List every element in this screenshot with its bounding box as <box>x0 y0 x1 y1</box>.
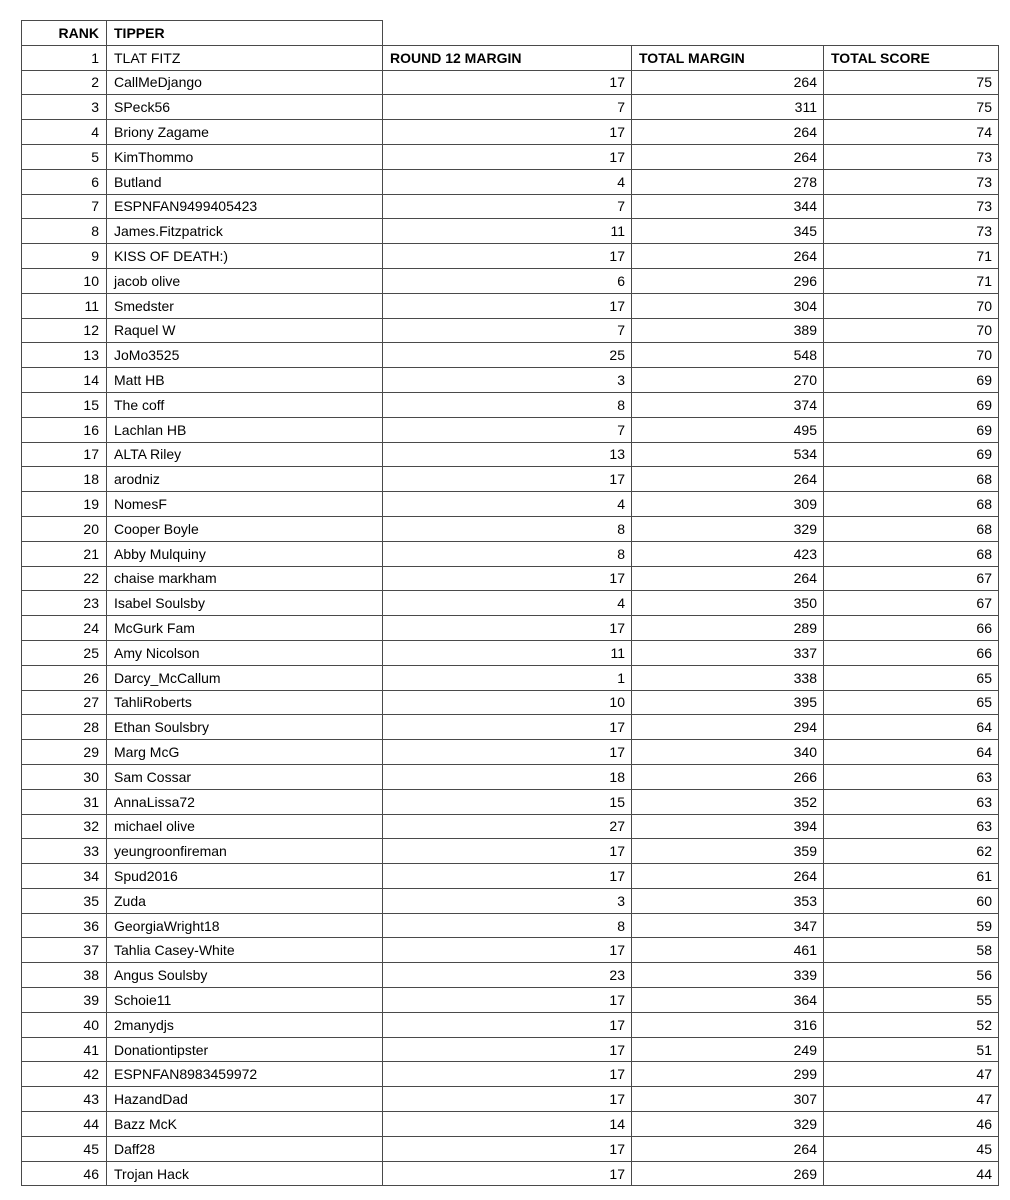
table-row <box>22 293 999 318</box>
total-margin-cell: 344 <box>632 194 824 219</box>
rank-cell: 6 <box>22 169 107 194</box>
round-margin-cell: 3 <box>383 368 632 393</box>
table-row <box>22 244 999 269</box>
tipper-cell: James.Fitzpatrick <box>107 219 383 244</box>
rank-cell: 45 <box>22 1136 107 1161</box>
total-margin-cell: 294 <box>632 715 824 740</box>
total-margin-cell: 270 <box>632 368 824 393</box>
total-margin-cell: 304 <box>632 293 824 318</box>
total-score-cell: 45 <box>824 1136 999 1161</box>
total-score-cell: 67 <box>824 566 999 591</box>
table-row <box>22 640 999 665</box>
round-margin-cell: 8 <box>383 541 632 566</box>
tipper-cell: Marg McG <box>107 740 383 765</box>
total-score-cell: 68 <box>824 467 999 492</box>
tipper-cell: 2manydjs <box>107 1012 383 1037</box>
rank-cell: 14 <box>22 368 107 393</box>
total-score-cell: 67 <box>824 591 999 616</box>
table-row <box>22 169 999 194</box>
total-score-cell: 75 <box>824 70 999 95</box>
total-score-cell: 61 <box>824 864 999 889</box>
total-margin-cell: 329 <box>632 1112 824 1137</box>
rank-cell: 42 <box>22 1062 107 1087</box>
round-margin-cell: 25 <box>383 343 632 368</box>
table-row <box>22 1062 999 1087</box>
total-score-cell: 71 <box>824 244 999 269</box>
tipper-cell: arodniz <box>107 467 383 492</box>
rank-cell: 33 <box>22 839 107 864</box>
tipper-cell: Amy Nicolson <box>107 640 383 665</box>
table-row <box>22 516 999 541</box>
table-row <box>22 492 999 517</box>
total-margin-cell: 329 <box>632 516 824 541</box>
total-score-cell: 68 <box>824 541 999 566</box>
round-margin-cell: 17 <box>383 938 632 963</box>
tipper-cell: Zuda <box>107 888 383 913</box>
rank-cell: 29 <box>22 740 107 765</box>
rank-cell: 40 <box>22 1012 107 1037</box>
rank-cell: 32 <box>22 814 107 839</box>
table-row <box>22 1037 999 1062</box>
total-margin-cell: 264 <box>632 144 824 169</box>
tipper-cell: Ethan Soulsbry <box>107 715 383 740</box>
round-margin-cell: 17 <box>383 1087 632 1112</box>
total-margin-cell: 264 <box>632 1136 824 1161</box>
total-score-cell: 69 <box>824 392 999 417</box>
total-score-cell: 63 <box>824 789 999 814</box>
round-margin-cell: 7 <box>383 95 632 120</box>
round-margin-cell: 17 <box>383 1012 632 1037</box>
tipper-cell: Trojan Hack <box>107 1161 383 1186</box>
total-score-cell: 68 <box>824 516 999 541</box>
total-margin-cell: 296 <box>632 268 824 293</box>
round-margin-cell: 17 <box>383 988 632 1013</box>
round-margin-cell: 18 <box>383 764 632 789</box>
table-row <box>22 616 999 641</box>
rank-cell: 1 <box>22 45 107 70</box>
rank-cell: 28 <box>22 715 107 740</box>
rank-cell: 4 <box>22 120 107 145</box>
tipper-cell: Butland <box>107 169 383 194</box>
rank-cell: 30 <box>22 764 107 789</box>
round-margin-cell: 17 <box>383 293 632 318</box>
total-score-cell: 55 <box>824 988 999 1013</box>
tipper-cell: TahliRoberts <box>107 690 383 715</box>
total-margin-cell: 345 <box>632 219 824 244</box>
tipper-cell: Briony Zagame <box>107 120 383 145</box>
round-margin-cell: 7 <box>383 417 632 442</box>
rank-cell: 17 <box>22 442 107 467</box>
table-row <box>22 417 999 442</box>
rank-cell: 26 <box>22 665 107 690</box>
total-score-cell: 64 <box>824 740 999 765</box>
round-margin-cell: 3 <box>383 888 632 913</box>
total-score-cell: 63 <box>824 764 999 789</box>
table-row <box>22 144 999 169</box>
rank-cell: 15 <box>22 392 107 417</box>
round-margin-cell: 17 <box>383 120 632 145</box>
tipper-cell: Tahlia Casey-White <box>107 938 383 963</box>
round-margin-cell: 8 <box>383 913 632 938</box>
rank-header: RANK <box>22 21 107 46</box>
total-margin-cell: 278 <box>632 169 824 194</box>
total-score-cell: 52 <box>824 1012 999 1037</box>
tipper-cell: ESPNFAN9499405423 <box>107 194 383 219</box>
total-score-cell: 66 <box>824 616 999 641</box>
tipper-cell: The coff <box>107 392 383 417</box>
total-margin-cell: 299 <box>632 1062 824 1087</box>
tipper-cell: jacob olive <box>107 268 383 293</box>
round-margin-cell: 4 <box>383 591 632 616</box>
total-margin-cell: 534 <box>632 442 824 467</box>
leaderboard-body <box>22 21 999 1186</box>
total-score-cell: 73 <box>824 169 999 194</box>
total-score-cell: 59 <box>824 913 999 938</box>
blank-cell <box>383 21 632 46</box>
rank-cell: 9 <box>22 244 107 269</box>
table-row <box>22 318 999 343</box>
tipper-header: TIPPER <box>107 21 383 46</box>
tipper-cell: Bazz McK <box>107 1112 383 1137</box>
rank-cell: 23 <box>22 591 107 616</box>
round-margin-cell: 1 <box>383 665 632 690</box>
blank-cell <box>824 21 999 46</box>
table-row <box>22 764 999 789</box>
tipper-cell: NomesF <box>107 492 383 517</box>
total-margin-cell: 395 <box>632 690 824 715</box>
rank-cell: 22 <box>22 566 107 591</box>
table-row <box>22 690 999 715</box>
round-margin-cell: 8 <box>383 392 632 417</box>
total-margin-cell: 374 <box>632 392 824 417</box>
total-margin-cell: 264 <box>632 864 824 889</box>
round-margin-cell: 15 <box>383 789 632 814</box>
tipper-cell: CallMeDjango <box>107 70 383 95</box>
total-score-cell: 73 <box>824 144 999 169</box>
rank-cell: 5 <box>22 144 107 169</box>
round-margin-cell: 7 <box>383 194 632 219</box>
rank-cell: 46 <box>22 1161 107 1186</box>
total-margin-cell: 548 <box>632 343 824 368</box>
table-row <box>22 963 999 988</box>
tipper-cell: Abby Mulquiny <box>107 541 383 566</box>
round-margin-cell: 11 <box>383 219 632 244</box>
round-margin-cell: 17 <box>383 1136 632 1161</box>
table-row <box>22 715 999 740</box>
total-score-cell: 69 <box>824 417 999 442</box>
total-score-cell: 64 <box>824 715 999 740</box>
total-score-cell: 46 <box>824 1112 999 1137</box>
tipper-cell: KISS OF DEATH:) <box>107 244 383 269</box>
round-margin-cell: 23 <box>383 963 632 988</box>
tipper-cell: AnnaLissa72 <box>107 789 383 814</box>
tipper-cell: Cooper Boyle <box>107 516 383 541</box>
total-margin-header: TOTAL MARGIN <box>632 45 824 70</box>
round-margin-cell: 17 <box>383 144 632 169</box>
rank-cell: 37 <box>22 938 107 963</box>
table-row <box>22 95 999 120</box>
rank-cell: 8 <box>22 219 107 244</box>
total-score-cell: 65 <box>824 690 999 715</box>
total-margin-cell: 289 <box>632 616 824 641</box>
round-margin-cell: 4 <box>383 492 632 517</box>
table-row <box>22 1012 999 1037</box>
rank-cell: 19 <box>22 492 107 517</box>
rank-cell: 3 <box>22 95 107 120</box>
table-row <box>22 566 999 591</box>
round-margin-cell: 10 <box>383 690 632 715</box>
total-score-cell: 47 <box>824 1062 999 1087</box>
rank-cell: 35 <box>22 888 107 913</box>
total-margin-cell: 340 <box>632 740 824 765</box>
rank-cell: 39 <box>22 988 107 1013</box>
total-score-header: TOTAL SCORE <box>824 45 999 70</box>
total-margin-cell: 264 <box>632 70 824 95</box>
tipper-cell: Raquel W <box>107 318 383 343</box>
round-margin-cell: 8 <box>383 516 632 541</box>
round-margin-cell: 17 <box>383 566 632 591</box>
tipper-cell: Daff28 <box>107 1136 383 1161</box>
table-row <box>22 740 999 765</box>
table-row <box>22 120 999 145</box>
round-margin-cell: 17 <box>383 244 632 269</box>
table-row <box>22 368 999 393</box>
rank-cell: 7 <box>22 194 107 219</box>
tipper-cell: TLAT FITZ <box>107 45 383 70</box>
tipper-cell: KimThommo <box>107 144 383 169</box>
tipper-cell: yeungroonfireman <box>107 839 383 864</box>
table-row <box>22 938 999 963</box>
rank-cell: 43 <box>22 1087 107 1112</box>
round-margin-cell: 4 <box>383 169 632 194</box>
total-margin-cell: 394 <box>632 814 824 839</box>
total-margin-cell: 264 <box>632 467 824 492</box>
table-row <box>22 219 999 244</box>
tipper-cell: McGurk Fam <box>107 616 383 641</box>
total-score-cell: 47 <box>824 1087 999 1112</box>
rank-cell: 44 <box>22 1112 107 1137</box>
total-margin-cell: 389 <box>632 318 824 343</box>
round-margin-cell: 7 <box>383 318 632 343</box>
total-margin-cell: 423 <box>632 541 824 566</box>
round-margin-cell: 6 <box>383 268 632 293</box>
total-margin-cell: 353 <box>632 888 824 913</box>
total-score-cell: 62 <box>824 839 999 864</box>
table-row <box>22 442 999 467</box>
tipper-cell: GeorgiaWright18 <box>107 913 383 938</box>
total-score-cell: 44 <box>824 1161 999 1186</box>
rank-cell: 41 <box>22 1037 107 1062</box>
table-row <box>22 913 999 938</box>
total-margin-cell: 350 <box>632 591 824 616</box>
round-margin-cell: 17 <box>383 467 632 492</box>
total-score-cell: 56 <box>824 963 999 988</box>
rank-cell: 27 <box>22 690 107 715</box>
total-margin-cell: 338 <box>632 665 824 690</box>
total-score-cell: 66 <box>824 640 999 665</box>
rank-cell: 31 <box>22 789 107 814</box>
total-score-cell: 70 <box>824 318 999 343</box>
tipper-cell: Smedster <box>107 293 383 318</box>
table-row <box>22 1087 999 1112</box>
rank-cell: 25 <box>22 640 107 665</box>
total-margin-cell: 309 <box>632 492 824 517</box>
total-score-cell: 68 <box>824 492 999 517</box>
total-score-cell: 63 <box>824 814 999 839</box>
round-margin-cell: 17 <box>383 864 632 889</box>
total-margin-cell: 337 <box>632 640 824 665</box>
round-margin-cell: 14 <box>383 1112 632 1137</box>
round-margin-cell: 17 <box>383 70 632 95</box>
round-margin-cell: 13 <box>383 442 632 467</box>
total-score-cell: 58 <box>824 938 999 963</box>
tipper-cell: Darcy_McCallum <box>107 665 383 690</box>
rank-cell: 13 <box>22 343 107 368</box>
rank-cell: 24 <box>22 616 107 641</box>
total-margin-cell: 352 <box>632 789 824 814</box>
table-row <box>22 1112 999 1137</box>
tipper-cell: Sam Cossar <box>107 764 383 789</box>
total-score-cell: 73 <box>824 194 999 219</box>
table-row <box>22 888 999 913</box>
table-row <box>22 45 999 70</box>
table-row <box>22 814 999 839</box>
total-margin-cell: 339 <box>632 963 824 988</box>
rank-cell: 18 <box>22 467 107 492</box>
total-score-cell: 60 <box>824 888 999 913</box>
table-row <box>22 392 999 417</box>
round-margin-cell: 27 <box>383 814 632 839</box>
total-margin-cell: 364 <box>632 988 824 1013</box>
round-margin-cell: 17 <box>383 839 632 864</box>
total-score-cell: 75 <box>824 95 999 120</box>
total-margin-cell: 249 <box>632 1037 824 1062</box>
round-margin-header: ROUND 12 MARGIN <box>383 45 632 70</box>
total-score-cell: 51 <box>824 1037 999 1062</box>
round-margin-cell: 11 <box>383 640 632 665</box>
table-row <box>22 541 999 566</box>
rank-cell: 21 <box>22 541 107 566</box>
tipper-cell: SPeck56 <box>107 95 383 120</box>
rank-cell: 11 <box>22 293 107 318</box>
tipper-cell: Schoie11 <box>107 988 383 1013</box>
table-row <box>22 1161 999 1186</box>
rank-cell: 10 <box>22 268 107 293</box>
total-margin-cell: 264 <box>632 244 824 269</box>
table-row <box>22 839 999 864</box>
total-score-cell: 69 <box>824 442 999 467</box>
table-row <box>22 665 999 690</box>
total-margin-cell: 269 <box>632 1161 824 1186</box>
total-score-cell: 70 <box>824 293 999 318</box>
rank-cell: 16 <box>22 417 107 442</box>
total-margin-cell: 359 <box>632 839 824 864</box>
header-row <box>22 21 999 46</box>
tipper-cell: Isabel Soulsby <box>107 591 383 616</box>
tipper-cell: Matt HB <box>107 368 383 393</box>
table-row <box>22 70 999 95</box>
leaderboard-table <box>21 20 999 1186</box>
table-row <box>22 194 999 219</box>
table-row <box>22 467 999 492</box>
table-row <box>22 591 999 616</box>
tipper-cell: ALTA Riley <box>107 442 383 467</box>
total-margin-cell: 264 <box>632 566 824 591</box>
table-row <box>22 1136 999 1161</box>
rank-cell: 34 <box>22 864 107 889</box>
total-margin-cell: 461 <box>632 938 824 963</box>
total-score-cell: 73 <box>824 219 999 244</box>
tipper-cell: JoMo3525 <box>107 343 383 368</box>
tipper-cell: Angus Soulsby <box>107 963 383 988</box>
tipper-cell: Donationtipster <box>107 1037 383 1062</box>
total-margin-cell: 264 <box>632 120 824 145</box>
total-score-cell: 69 <box>824 368 999 393</box>
tipper-cell: HazandDad <box>107 1087 383 1112</box>
rank-cell: 12 <box>22 318 107 343</box>
total-score-cell: 65 <box>824 665 999 690</box>
round-margin-cell: 17 <box>383 1037 632 1062</box>
tipper-cell: ESPNFAN8983459972 <box>107 1062 383 1087</box>
table-row <box>22 343 999 368</box>
table-row <box>22 988 999 1013</box>
total-score-cell: 71 <box>824 268 999 293</box>
blank-cell <box>632 21 824 46</box>
total-score-cell: 70 <box>824 343 999 368</box>
tipper-cell: michael olive <box>107 814 383 839</box>
rank-cell: 20 <box>22 516 107 541</box>
total-margin-cell: 307 <box>632 1087 824 1112</box>
tipper-cell: chaise markham <box>107 566 383 591</box>
rank-cell: 38 <box>22 963 107 988</box>
round-margin-cell: 17 <box>383 740 632 765</box>
round-margin-cell: 17 <box>383 1062 632 1087</box>
total-margin-cell: 266 <box>632 764 824 789</box>
total-score-cell: 74 <box>824 120 999 145</box>
round-margin-cell: 17 <box>383 1161 632 1186</box>
total-margin-cell: 495 <box>632 417 824 442</box>
total-margin-cell: 316 <box>632 1012 824 1037</box>
round-margin-cell: 17 <box>383 616 632 641</box>
tipper-cell: Lachlan HB <box>107 417 383 442</box>
round-margin-cell: 17 <box>383 715 632 740</box>
tipper-cell: Spud2016 <box>107 864 383 889</box>
table-row <box>22 864 999 889</box>
total-margin-cell: 311 <box>632 95 824 120</box>
total-margin-cell: 347 <box>632 913 824 938</box>
table-row <box>22 268 999 293</box>
rank-cell: 2 <box>22 70 107 95</box>
table-row <box>22 789 999 814</box>
rank-cell: 36 <box>22 913 107 938</box>
